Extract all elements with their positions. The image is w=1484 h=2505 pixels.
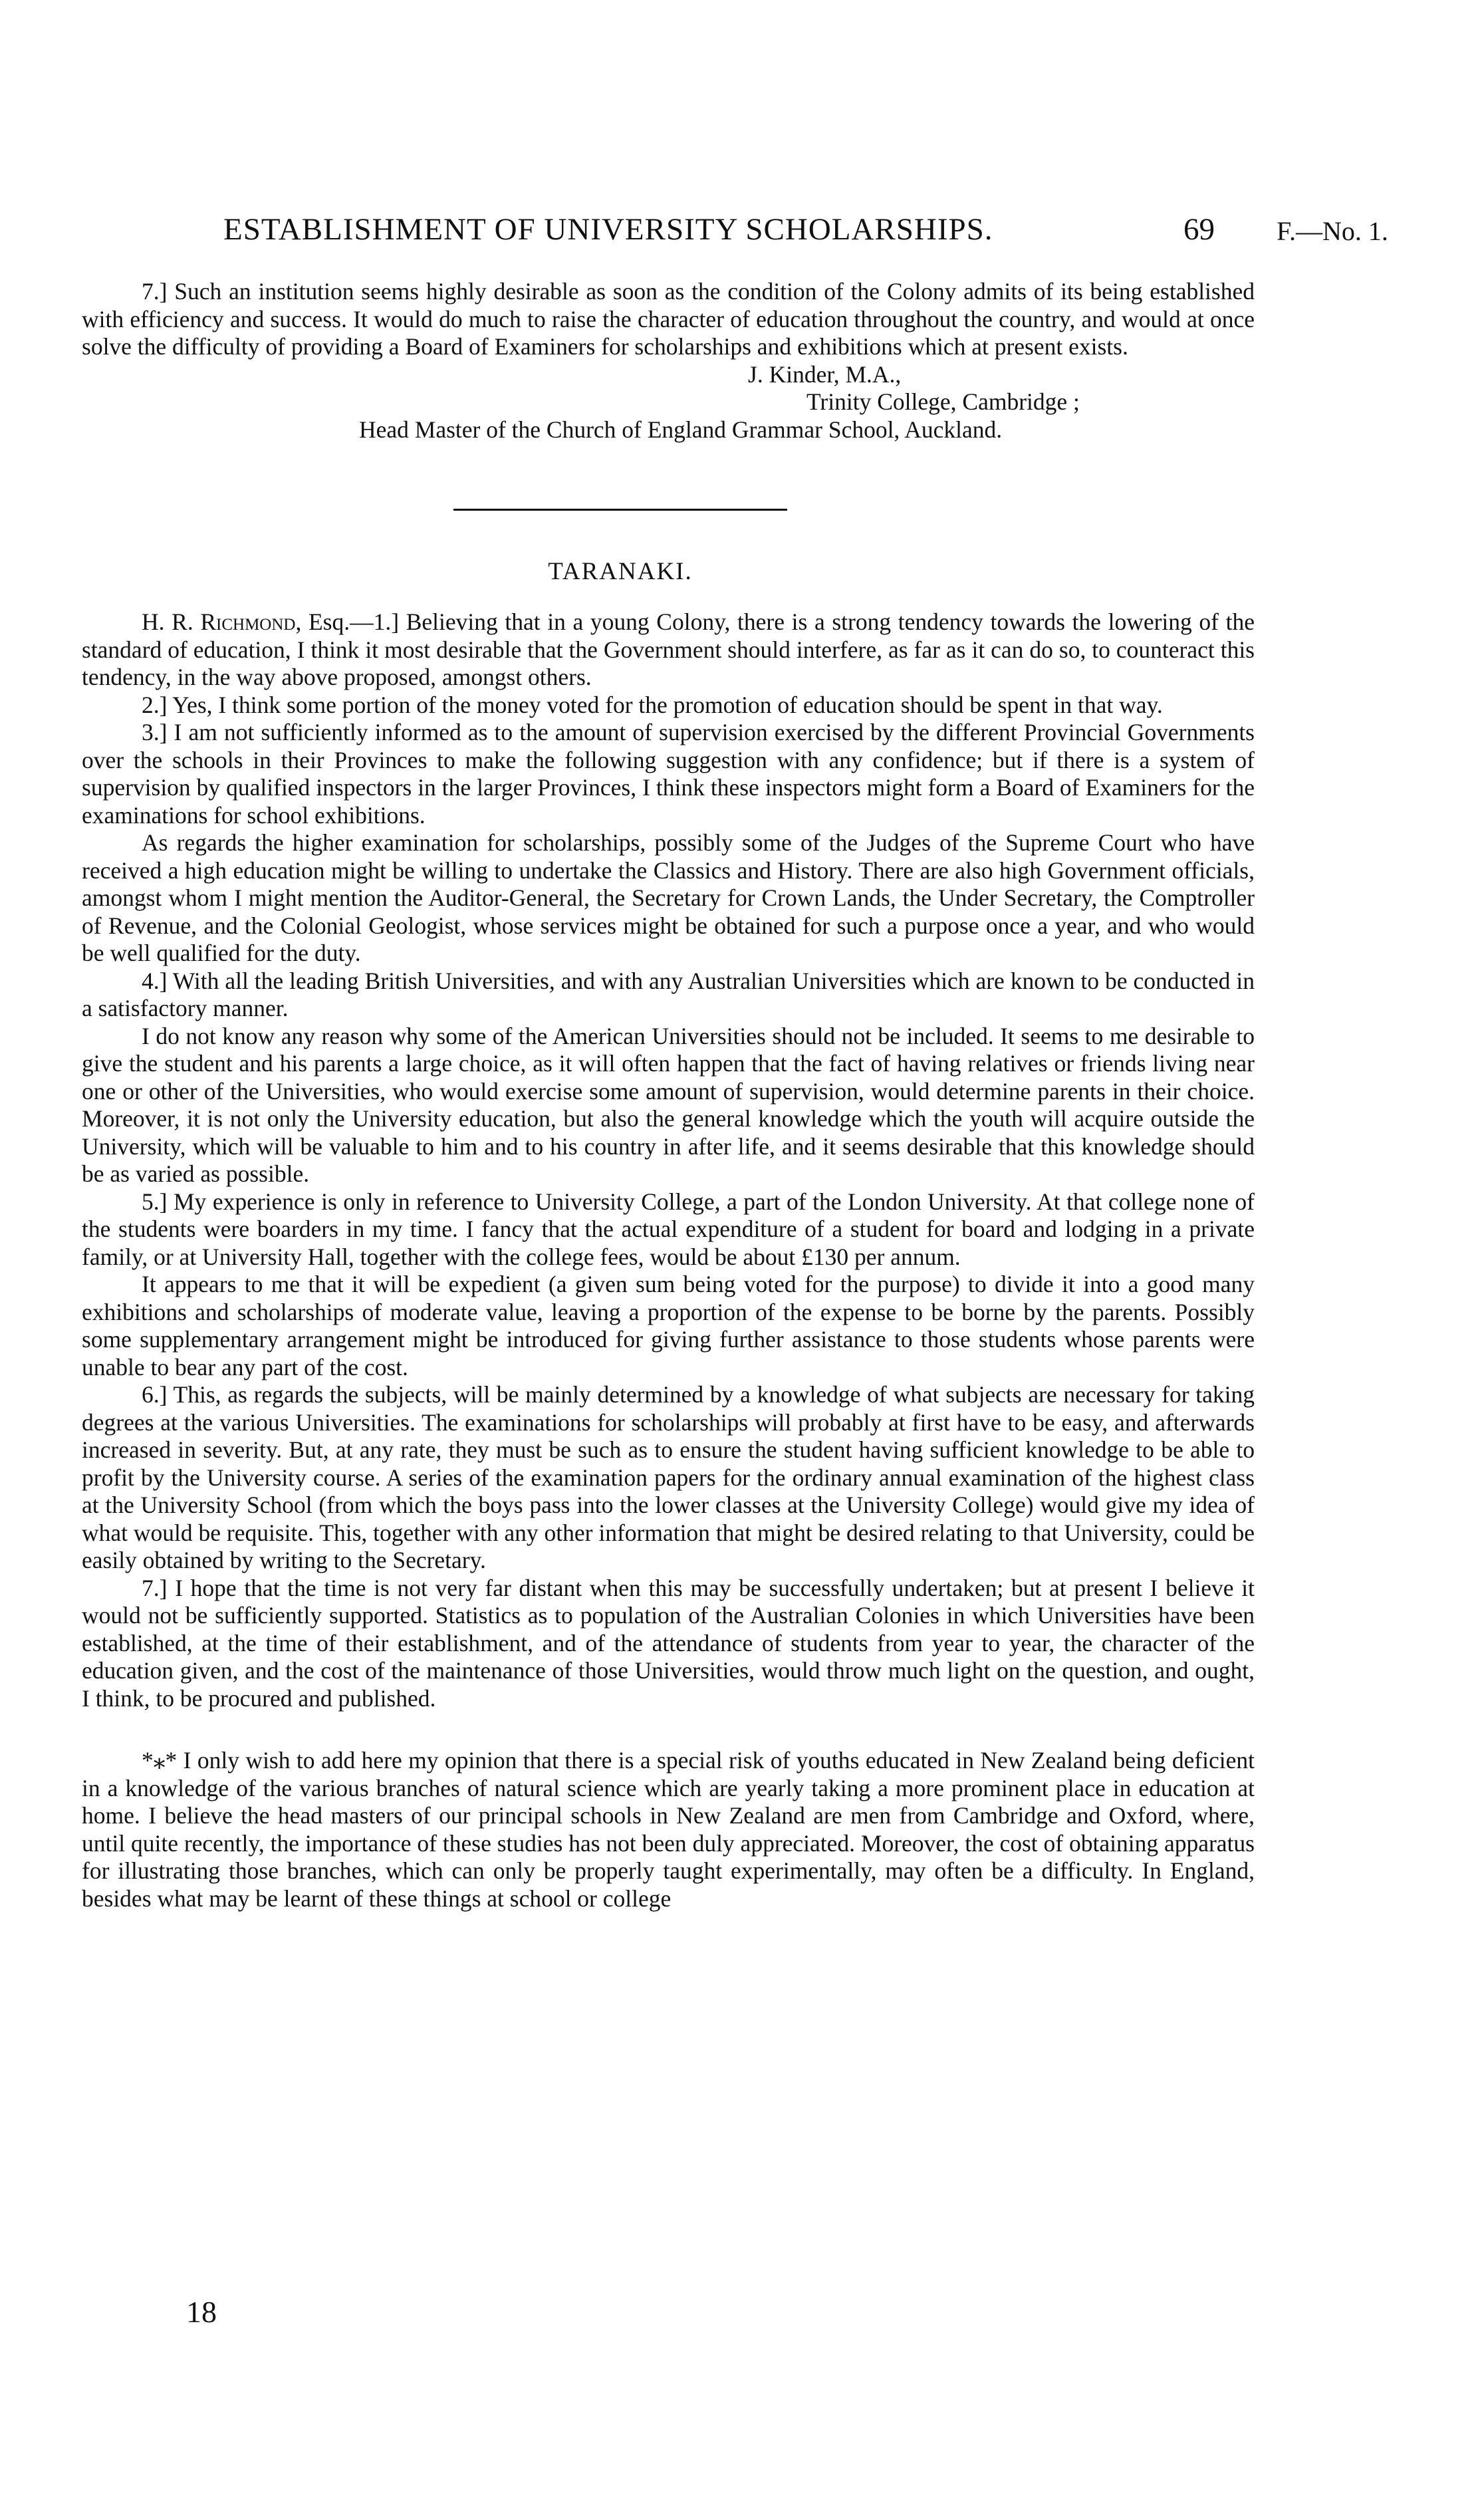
asterism: *⁎* [142,1747,178,1774]
richmond-item-3b: As regards the higher examination for scholarships, possibly some of the Judges of the Supreme Court who have received a high education might be willing to undertake the Classics and History. There are also high Government officials, amongst whom I might mention the Auditor-General, the Secretary for Crown Lands, the Under Secretary, the Comptroller of Revenue, and the Colonial Geologist, whose services might be obtained for such a purpose once a year, and who would be well qualified for the duty. [82,829,1255,966]
richmond-item-1-text: , Esq.—1.] Believing that in a young Colony, there is a strong tendency towards the lowering of the standard of education, I think it most desirable that the Government should interfere, as far as it can do so, to counteract this tendency, in the way above proposed, amongst others. [82,608,1255,690]
richmond-item-4: 4.] With all the leading British Universities, and with any Australian Universities which are known to be conducted in a satisfactory manner. [82,967,1255,1021]
richmond-item-4b: I do not know any reason why some of the American Universities should not be included. It seems to me desirable to give the student and his parents a large choice, as it will often happen that the fact of having relatives or friends living near one or other of the Universities, who would exercise some amount of supervision, would determine parents in their choice. Moreover, it is not only the University education, but also the general knowledge which the youth will acquire outside the University, which will be valuable to him and to his country in after life, and it seems desirable that this knowledge should be as varied as possible. [82,1022,1255,1187]
signature-title-text: Head Master of the Church of England Grammar School, Auckland. [359,416,1003,443]
section-heading: TARANAKI. [548,558,693,585]
signature-title [82,416,1255,444]
page-number: 69 [1183,212,1215,247]
signature-name [82,361,1255,389]
richmond-item-5b: It appears to me that it will be expedient (a given sum being voted for the purpose) to divide it into a good many exhibitions and scholarships of moderate value, leaving a proportion of the expense to be borne by the parents. Possibly some supplementary arrangement might be introduced for giving further assistance to those students whose parents were unable to bear any part of the cost. [82,1271,1255,1381]
richmond-item-1 [82,608,1255,692]
richmond-item-6: 6.] This, as regards the subjects, will be mainly determined by a knowledge of what subjects are necessary for taking degrees at the various Universities. The examinations for scholarships will probably at first have to be easy, and afterwards increased in severity. But, at any rate, they must be such as to ensure the student having sufficient knowledge to be able to profit by the University course. A series of the examination papers for the ordinary annual examination of the highest class at the University School (from which the boys pass into the lower classes at the University College) would give my idea of what would be requisite. This, together with any other information that might be desired relating to that University, could be easily obtained by writing to the Secretary. [82,1381,1255,1573]
signature-college [82,388,1255,416]
section-divider [453,509,787,511]
header-title: ESTABLISHMENT OF UNIVERSITY SCHOLARSHIPS. [223,212,993,247]
signature-name-text: J. Kinder, M.A., [748,360,902,388]
footnote-text: I only wish to add here my opinion that there is a special risk of youths educated in New Zealand being deficient in a knowledge of the various branches of natural science which are yearly taking a more prominent place in education at home. I believe the head masters of our principal schools in New Zealand are men from Cambridge and Oxford, where, until quite recently, the importance of these studies has not been duly appreciated. Moreover, the cost of obtaining apparatus for illustrating those branches, which can only be properly taught experimentally, may often be a difficulty. In England, besides what may be learnt of these things at school or college [82,1747,1255,1912]
paper-reference: F.—No. 1. [1277,216,1388,246]
richmond-item-3: 3.] I am not sufficiently informed as to the amount of supervision exercised by the different Provincial Governments over the schools in their Provinces to make the following suggestion with any confidence; but if there is a system of supervision by qualified inspectors in the larger Provinces, I think these inspectors might form a Board of Examiners for the examinations for school exhibitions. [82,719,1255,829]
kinder-item-7: 7.] Such an institution seems highly desirable as soon as the condition of the Colony admits of its being established with efficiency and success. It would do much to raise the character of education throughout the country, and would at once solve the difficulty of providing a Board of Examiners for scholarships and exhibitions which at present exists. [82,278,1255,360]
richmond-item-2: 2.] Yes, I think some portion of the money voted for the promotion of education should be spent in that way. [142,691,1163,718]
footnote-paragraph [82,1747,1255,1912]
respondent-name: H. R. Richmond [142,608,296,635]
signature-college-text: Trinity College, Cambridge ; [806,388,1080,415]
body-column [82,278,1255,1912]
sheet-signature-number: 18 [186,2295,217,2329]
richmond-item-5: 5.] My experience is only in reference to University College, a part of the London University. At that college none of the students were boarders in my time. I fancy that the actual expenditure of a student for board and lodging in a private family, or at University Hall, together with the college fees, would be about £130 per annum. [82,1188,1255,1270]
running-header [0,211,1484,251]
richmond-item-7: 7.] I hope that the time is not very far distant when this may be successfully undertaken; but at present I believe it would not be sufficiently supported. Statistics as to population of the Australian Colonies in which Universities have been established, at the time of their establishment, and of the attendance of students from year to year, the character of the education given, and the cost of the maintenance of those Universities, would throw much light on the question, and ought, I think, to be procured and published. [82,1574,1255,1712]
